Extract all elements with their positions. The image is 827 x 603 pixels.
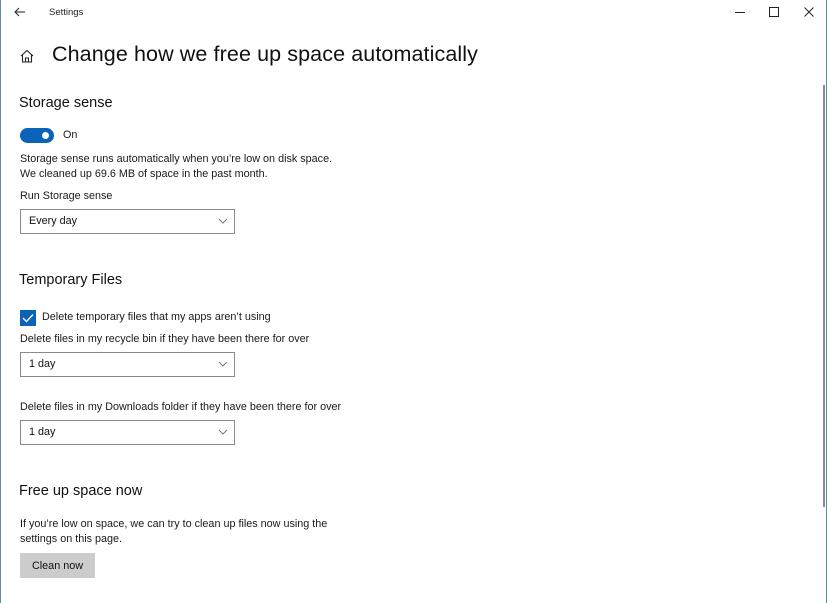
chevron-down-icon bbox=[218, 217, 228, 225]
storage-sense-description: Storage sense runs automatically when you’re low on disk space. bbox=[20, 153, 333, 165]
home-icon[interactable] bbox=[19, 48, 35, 64]
recycle-bin-label: Delete files in my recycle bin if they have been there for over bbox=[20, 333, 310, 345]
downloads-dropdown[interactable] bbox=[20, 420, 235, 445]
recycle-bin-dropdown[interactable] bbox=[20, 352, 235, 377]
dropdown-value: 1 day bbox=[29, 426, 56, 438]
page-header bbox=[19, 42, 478, 67]
cleaned-space-info: We cleaned up 69.6 MB of space in the past month. bbox=[20, 168, 268, 180]
minimize-icon bbox=[735, 7, 745, 17]
storage-sense-heading: Storage sense bbox=[19, 95, 113, 111]
close-icon bbox=[804, 7, 814, 17]
vertical-scrollbar[interactable] bbox=[823, 85, 825, 507]
maximize-button[interactable] bbox=[757, 2, 791, 22]
dropdown-value: 1 day bbox=[29, 358, 56, 370]
chevron-down-icon bbox=[218, 428, 228, 436]
delete-temp-files-label: Delete temporary files that my apps aren’t using bbox=[42, 311, 271, 323]
back-arrow-icon bbox=[14, 7, 26, 17]
storage-sense-toggle[interactable] bbox=[20, 128, 54, 143]
chevron-down-icon bbox=[218, 360, 228, 368]
close-button[interactable] bbox=[792, 2, 826, 22]
toggle-state-label: On bbox=[63, 129, 78, 141]
delete-temp-files-checkbox[interactable] bbox=[20, 310, 36, 326]
page-title: Change how we free up space automatically bbox=[52, 42, 478, 66]
clean-now-button[interactable]: Clean now bbox=[20, 553, 95, 578]
downloads-label: Delete files in my Downloads folder if they have been there for over bbox=[20, 401, 342, 413]
run-storage-sense-label: Run Storage sense bbox=[20, 190, 113, 202]
free-up-description: If you’re low on space, we can try to clean up files now using the bbox=[20, 518, 328, 530]
toggle-knob bbox=[42, 132, 49, 139]
dropdown-value: Every day bbox=[29, 215, 78, 227]
maximize-icon bbox=[769, 7, 779, 17]
checkmark-icon bbox=[22, 313, 34, 323]
minimize-button[interactable] bbox=[723, 2, 757, 22]
temporary-files-heading: Temporary Files bbox=[19, 272, 123, 288]
title-bar bbox=[1, 0, 826, 26]
free-up-space-heading: Free up space now bbox=[19, 483, 143, 499]
free-up-description-cont: settings on this page. bbox=[20, 533, 123, 545]
back-button[interactable] bbox=[10, 3, 30, 21]
run-storage-sense-dropdown[interactable] bbox=[20, 209, 235, 234]
app-title: Settings bbox=[49, 7, 84, 18]
